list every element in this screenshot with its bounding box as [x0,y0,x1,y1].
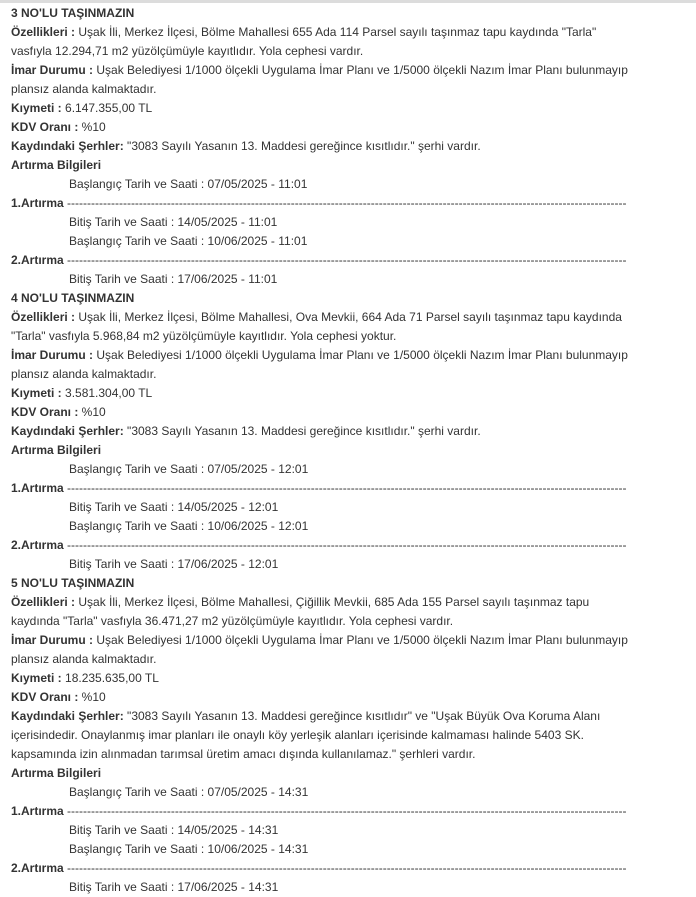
auction-label: 1.Artırma [11,804,64,818]
vat-line [11,688,691,707]
auction-row [11,859,691,878]
zoning-line [11,631,691,650]
auction-end: Bitiş Tarih ve Saati : 17/06/2025 - 14:31 [69,880,279,894]
vat-line [11,403,691,422]
zoning-label: İmar Durumu : [11,63,94,77]
value-label: Kıymeti : [11,101,62,115]
zoning-text: Uşak Belediyesi 1/1000 ölçekli Uygulama İmar Planı ve 1/5000 ölçekli Nazım İmar Planı bulunmayıp [93,633,628,647]
dashed-divider: -------------------------------------------------------------------------------------------------------------------------------------------- [67,804,627,818]
features-text-cont: kaydında "Tarla" vasfıyla 36.471,27 m2 yüzölçümüyle kayıtlıdır. Yola cephesi vardır. [11,614,454,628]
restriction-text-cont: kapsamında izin alınmadan tarımsal üretim amacı dışında kullanılamaz." şerhleri vardır. [11,747,476,761]
auction-label: 2.Artırma [11,538,64,552]
auction-start: Başlangıç Tarih ve Saati : 07/05/2025 - 12:01 [69,462,309,476]
auction-end: Bitiş Tarih ve Saati : 17/06/2025 - 12:01 [69,557,279,571]
zoning-line [11,346,691,365]
value-amount: 18.235.635,00 TL [61,671,159,685]
dashed-divider: -------------------------------------------------------------------------------------------------------------------------------------------- [67,481,627,495]
value-amount: 6.147.355,00 TL [61,101,153,115]
vat-label: KDV Oranı : [11,120,79,134]
vat-rate: %10 [78,690,106,704]
auction-info-heading: Artırma Bilgileri [11,158,102,172]
parcel-title: 3 NO'LU TAŞINMAZIN [11,6,135,20]
dashed-divider: -------------------------------------------------------------------------------------------------------------------------------------------- [67,861,627,875]
top-divider [0,0,696,3]
parcel-title: 5 NO'LU TAŞINMAZIN [11,576,135,590]
restriction-label: Kaydındaki Şerhler: [11,139,124,153]
value-amount: 3.581.304,00 TL [61,386,153,400]
auction-label: 2.Artırma [11,861,64,875]
features-label: Özellikleri : [11,595,76,609]
value-line [11,99,691,118]
auction-start: Başlangıç Tarih ve Saati : 10/06/2025 - 11:01 [69,234,308,248]
auction-start: Başlangıç Tarih ve Saati : 10/06/2025 - 14:31 [69,842,309,856]
value-line [11,669,691,688]
restriction-text-cont: içerisindedir. Onaylanmış imar planları ile onaylı köy yerleşik alanları içerisinde kalmaması halinde 5403 SK. [11,728,584,742]
auction-row [11,802,691,821]
auction-end: Bitiş Tarih ve Saati : 14/05/2025 - 11:01 [69,215,278,229]
features-label: Özellikleri : [11,310,76,324]
auction-row [11,536,691,555]
zoning-text-cont: plansız alanda kalmaktadır. [11,367,157,381]
auction-row [11,251,691,270]
auction-label: 1.Artırma [11,481,64,495]
auction-row [11,194,691,213]
auction-end: Bitiş Tarih ve Saati : 14/05/2025 - 12:01 [69,500,279,514]
features-text-cont: "Tarla" vasfıyla 5.968,84 m2 yüzölçümüyle kayıtlıdır. Yola cephesi yoktur. [11,329,397,343]
vat-label: KDV Oranı : [11,690,79,704]
parcel-section [11,574,691,897]
vat-rate: %10 [78,120,106,134]
auction-info-heading: Artırma Bilgileri [11,766,102,780]
zoning-label: İmar Durumu : [11,633,94,647]
features-text: Uşak İli, Merkez İlçesi, Bölme Mahallesi, Çiğillik Mevkii, 685 Ada 155 Parsel sayılı taşınmaz tapu [75,595,590,609]
zoning-text: Uşak Belediyesi 1/1000 ölçekli Uygulama İmar Planı ve 1/5000 ölçekli Nazım İmar Planı bulunmayıp [93,63,628,77]
zoning-line [11,61,691,80]
features-line [11,23,691,42]
zoning-label: İmar Durumu : [11,348,94,362]
features-text: Uşak İli, Merkez İlçesi, Bölme Mahallesi 655 Ada 114 Parsel sayılı taşınmaz tapu kaydında "Tarla" [75,25,597,39]
auction-start: Başlangıç Tarih ve Saati : 10/06/2025 - 12:01 [69,519,309,533]
auction-end: Bitiş Tarih ve Saati : 17/06/2025 - 11:01 [69,272,278,286]
restriction-label: Kaydındaki Şerhler: [11,424,124,438]
auction-start: Başlangıç Tarih ve Saati : 07/05/2025 - 11:01 [69,177,308,191]
auction-info-heading: Artırma Bilgileri [11,443,102,457]
auction-listing [11,4,691,897]
value-label: Kıymeti : [11,671,62,685]
auction-end: Bitiş Tarih ve Saati : 14/05/2025 - 14:31 [69,823,279,837]
dashed-divider: -------------------------------------------------------------------------------------------------------------------------------------------- [67,253,627,267]
parcel-title: 4 NO'LU TAŞINMAZIN [11,291,135,305]
auction-label: 1.Artırma [11,196,64,210]
dashed-divider: -------------------------------------------------------------------------------------------------------------------------------------------- [67,196,627,210]
features-line [11,308,691,327]
restriction-label: Kaydındaki Şerhler: [11,709,124,723]
restriction-text: "3083 Sayılı Yasanın 13. Maddesi gereğince kısıtlıdır" ve "Uşak Büyük Ova Koruma Alanı [123,709,601,723]
zoning-text-cont: plansız alanda kalmaktadır. [11,652,157,666]
auction-start: Başlangıç Tarih ve Saati : 07/05/2025 - 14:31 [69,785,309,799]
features-line [11,593,691,612]
restriction-line [11,422,691,441]
zoning-text: Uşak Belediyesi 1/1000 ölçekli Uygulama İmar Planı ve 1/5000 ölçekli Nazım İmar Planı bulunmayıp [93,348,628,362]
restriction-line [11,137,691,156]
vat-label: KDV Oranı : [11,405,79,419]
value-label: Kıymeti : [11,386,62,400]
restriction-text: "3083 Sayılı Yasanın 13. Maddesi gereğince kısıtlıdır." şerhi vardır. [123,139,481,153]
features-label: Özellikleri : [11,25,76,39]
auction-label: 2.Artırma [11,253,64,267]
vat-rate: %10 [78,405,106,419]
vat-line [11,118,691,137]
features-text: Uşak İli, Merkez İlçesi, Bölme Mahallesi, Ova Mevkii, 664 Ada 71 Parsel sayılı taşınmaz tapu kaydında [75,310,622,324]
value-line [11,384,691,403]
parcel-section [11,289,691,574]
parcel-section [11,4,691,289]
features-text-cont: vasfıyla 12.294,71 m2 yüzölçümüyle kayıtlıdır. Yola cephesi vardır. [11,44,364,58]
restriction-line [11,707,691,726]
dashed-divider: -------------------------------------------------------------------------------------------------------------------------------------------- [67,538,627,552]
auction-row [11,479,691,498]
zoning-text-cont: plansız alanda kalmaktadır. [11,82,157,96]
restriction-text: "3083 Sayılı Yasanın 13. Maddesi gereğince kısıtlıdır." şerhi vardır. [123,424,481,438]
